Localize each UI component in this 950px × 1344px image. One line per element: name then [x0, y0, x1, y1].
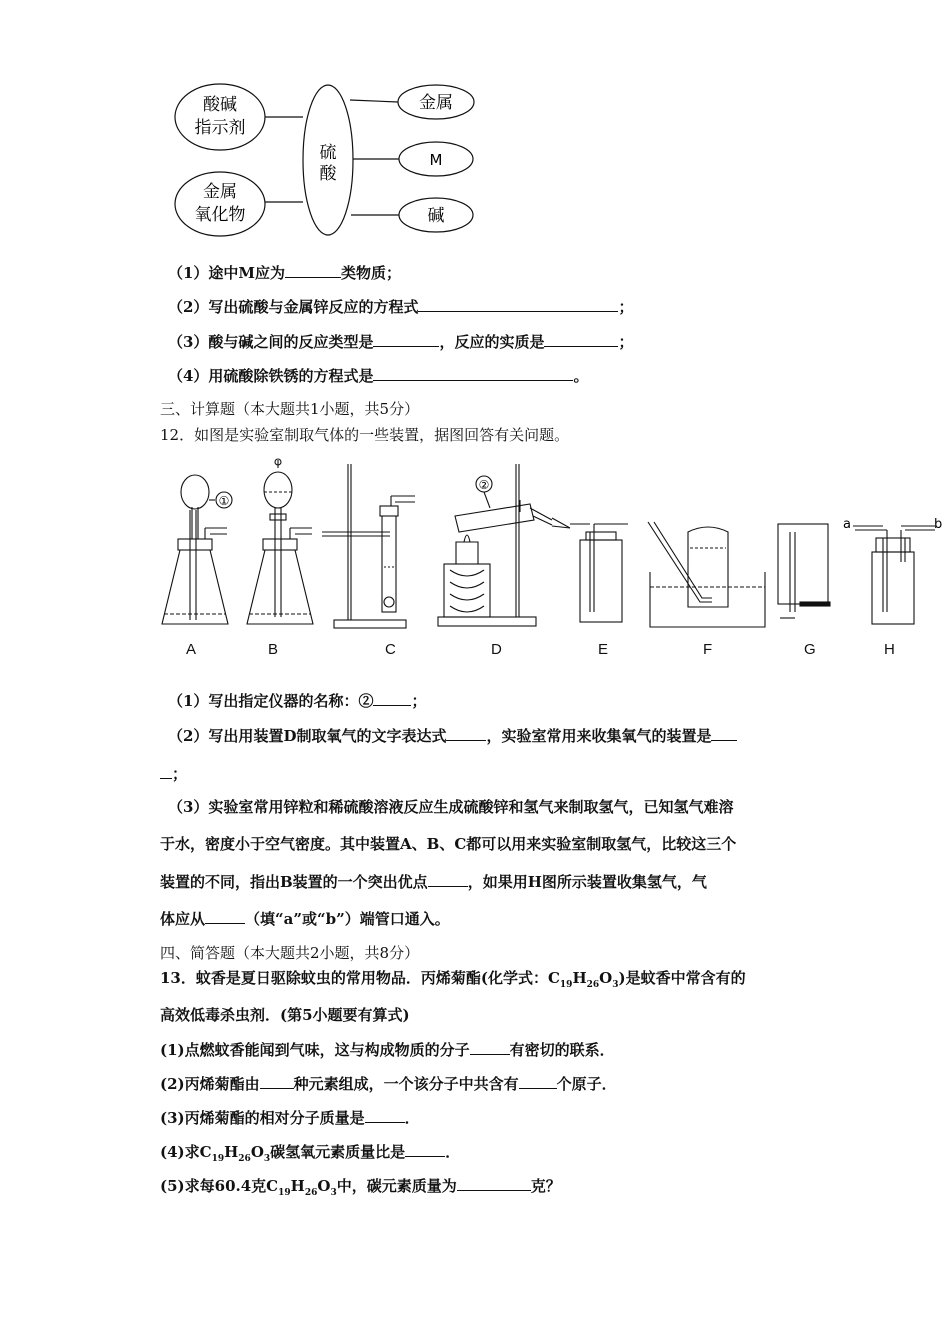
- label-b: B: [268, 641, 279, 658]
- q13-stem-line1: 13．蚊香是夏日驱除蚊虫的常用物品．丙烯菊酯(化学式：$C_{19}H_{26}O_3$)是蚊香中常含有的: [160, 969, 746, 990]
- section-4-heading: 四、简答题（本大题共2小题，共8分）: [160, 944, 420, 962]
- label-g: G: [804, 641, 816, 658]
- apparatus-g: [778, 524, 830, 618]
- left-top-text-1: 酸碱: [203, 95, 237, 115]
- apparatus-e: [570, 524, 628, 622]
- right-top-text: 金属: [419, 93, 453, 113]
- answer-blank[interactable]: [373, 691, 411, 706]
- q11-part4: （4）用硫酸除铁锈的方程式是 。: [168, 367, 589, 385]
- label-a: A: [186, 641, 197, 658]
- q11-part1: （1）途中M应为 类物质；: [168, 264, 402, 282]
- answer-blank[interactable]: [365, 1108, 405, 1123]
- q12-stem: 12．如图是实验室制取气体的一些装置，据图回答有关问题。: [160, 426, 570, 444]
- q11-part3: （3）酸与碱之间的反应类型是 ，反应的实质是 ；: [168, 333, 634, 351]
- label-f: F: [703, 641, 713, 658]
- q12-part3-line1: （3）实验室常用锌粒和稀硫酸溶液反应生成硫酸锌和氢气来制取氢气，已知氢气难溶: [168, 798, 734, 816]
- answer-blank[interactable]: [544, 332, 618, 347]
- apparatus-figure: [150, 452, 950, 637]
- marker-a: a: [843, 517, 851, 532]
- answer-blank[interactable]: [205, 909, 245, 924]
- apparatus-d: [438, 464, 570, 626]
- q13-part1: (1)点燃蚊香能闻到气味，这与构成物质的分子 有密切的联系．: [160, 1041, 615, 1059]
- center-text-2: 酸: [319, 164, 337, 184]
- section-3-heading: 三、计算题（本大题共1小题，共5分）: [160, 400, 420, 418]
- answer-blank[interactable]: [373, 332, 439, 347]
- answer-blank[interactable]: [470, 1040, 510, 1055]
- left-top-ellipse: [175, 84, 265, 150]
- marker-2: ②: [478, 478, 490, 492]
- apparatus-h: [853, 526, 935, 624]
- q12-part3-line4: 体应从 （填“a”或“b”）端管口通入。: [160, 910, 450, 928]
- q12-part3-line2: 于水，密度小于空气密度。其中装置A、B、C都可以用来实验室制取氢气，比较这三个: [160, 835, 737, 853]
- label-c: C: [385, 641, 396, 658]
- q12-part1: （1）写出指定仪器的名称：② ；: [168, 692, 427, 710]
- apparatus-b: [247, 459, 313, 624]
- sulfuric-acid-concept-map: [170, 80, 480, 240]
- answer-blank[interactable]: [418, 297, 618, 312]
- q13-part4: (4)求$C_{19}H_{26}O_3$碳氢氧元素质量比是 ．: [160, 1143, 461, 1164]
- label-e: E: [598, 641, 609, 658]
- center-text-1: 硫: [319, 143, 337, 163]
- marker-b: b: [934, 517, 943, 532]
- right-mid-text: M: [429, 151, 443, 169]
- right-bottom-text: 碱: [427, 206, 445, 226]
- answer-blank[interactable]: [160, 764, 172, 779]
- q11-part2: （2）写出硫酸与金属锌反应的方程式 ；: [168, 298, 634, 316]
- left-bottom-text-2: 氧化物: [194, 205, 246, 225]
- q13-part3: (3)丙烯菊酯的相对分子质量是 ．: [160, 1109, 420, 1127]
- q12-part3-line3: 装置的不同，指出B装置的一个突出优点 ，如果用H图所示装置收集氢气，气: [160, 873, 707, 891]
- answer-blank[interactable]: [260, 1074, 294, 1089]
- q13-part2: (2)丙烯菊酯由 种元素组成，一个该分子中共含有 个原子．: [160, 1075, 617, 1093]
- label-h: H: [884, 641, 895, 658]
- q13-part5: (5)求每60.4克$C_{19}H_{26}O_3$中，碳元素质量为 克？: [160, 1177, 561, 1198]
- q13-stem-line2: 高效低毒杀虫剂．(第5小题要有算式): [160, 1006, 410, 1024]
- apparatus-f: [648, 522, 765, 627]
- answer-blank[interactable]: [711, 726, 737, 741]
- answer-blank[interactable]: [405, 1142, 445, 1157]
- answer-blank[interactable]: [373, 366, 573, 381]
- left-top-text-2: 指示剂: [194, 118, 246, 138]
- answer-blank[interactable]: [446, 726, 486, 741]
- left-bottom-text-1: 金属: [203, 182, 237, 202]
- apparatus-c: [322, 464, 415, 628]
- q12-part2-cont: ；: [160, 763, 187, 784]
- marker-1: ①: [218, 494, 230, 508]
- answer-blank[interactable]: [519, 1074, 557, 1089]
- q12-part2: （2）写出用装置D制取氧气的文字表达式 ，实验室常用来收集氧气的装置是: [168, 725, 737, 746]
- answer-blank[interactable]: [457, 1176, 531, 1191]
- answer-blank[interactable]: [428, 872, 468, 887]
- answer-blank[interactable]: [285, 263, 341, 278]
- label-d: D: [491, 641, 502, 658]
